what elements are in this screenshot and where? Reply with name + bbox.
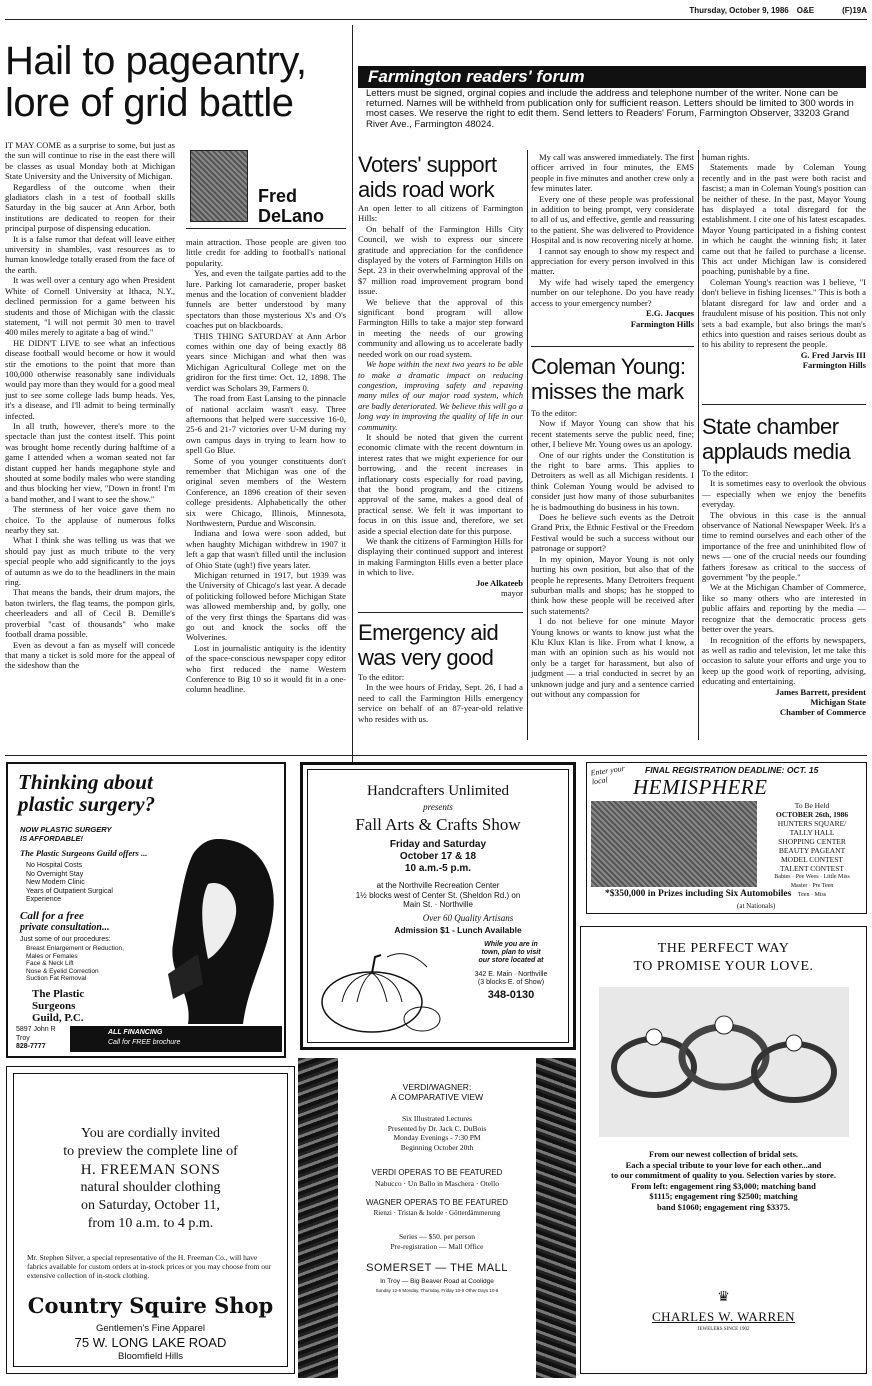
plastic-financing2: Call for FREE brochure — [108, 1039, 181, 1046]
verdi-prereg: Pre-registration — Mall Office — [390, 1242, 484, 1251]
pageant-prizes-note: (at Nationals) — [737, 902, 776, 910]
col1-p: It is a false rumor that defeat will leave either university in shambles, vast resources as to human knowledge totally erased from the face of the earth. — [5, 233, 175, 275]
ad-verdi-wagner — [298, 1058, 576, 1378]
letter3b-sig: G. Fred Jarvis III — [800, 349, 866, 360]
warren-headline2: TO PROMISE YOUR LOVE. — [633, 959, 814, 974]
plastic-sub2: IS AFFORDABLE! — [20, 834, 84, 843]
column-headline: Hail to pageantry, lore of grid battle — [5, 39, 307, 125]
forum-banner — [358, 66, 866, 88]
plastic-financing1: ALL FINANCING — [108, 1029, 163, 1036]
ads-rule — [5, 755, 867, 756]
verdi-loc: In Troy — Big Beaver Road at Coolidge — [380, 1278, 494, 1285]
page-number: (F)19A — [842, 6, 867, 15]
squire-shop: Country Squire Shop — [27, 1293, 274, 1318]
ad-warren — [580, 926, 867, 1374]
col2-p: Yes, and even the tailgate parties add to the lure. Parking lot camaraderie, proper basket menus and the location of convenient bladder funnels are better understood by many spectators than those mysterious X's and O's coaches put on blackboards. — [186, 268, 346, 331]
author-last: DeLano — [258, 206, 325, 226]
page-header — [585, 6, 867, 18]
col1-p: It was well over a century ago when President White of Cornell University at Ithaca, N.Y., declined permission for a game between his students and those of Michigan with the classic statement, "I will not permit 30 men to travel 400 miles merely to agitate a bag of wind." — [5, 275, 175, 338]
col2-p: Some of you younger constituents don't remember that Michigan was one of the original seven members of the Western Conference, an 1896 creation of their seven college presidents. Alphabetically the other six were Chicago, Illinois, Minnesota, Northwestern, Purdue and Wisconsin. — [186, 455, 346, 528]
plastic-procedures: Breast Enlargement or Reduction, Males or Females Face & Neck Lift Nose & Eyelid Correction Suction Fat Removal — [26, 945, 124, 982]
col1-p: Even as devout a fan as myself will concede that many a ticket is sold more for the appeal of the sideshow than the — [5, 639, 175, 671]
col2-p: Indiana and Iowa were soon added, but when haughty Michigan withdrew in 1907 it left a gap that wasn't filled until the inclusion of Ohio State (ugh!) five years later. — [186, 528, 346, 570]
col2-p: Lost in journalistic antiquity is the identity of the space-conscious newspaper copy editor who first reduced the name Western Conference to Big 10 so it would fit in a one-column headline. — [186, 642, 346, 695]
letter4-body: To the editor: It is sometimes easy to overlook the obvious — especially when we enjoy the benefits everyday. The obvious in this case is the annual observance of National Newspaper Week. It's a time to remind ourselves and each other of the importance of the free and uninhibited flow of news — one of the crucial needs our founding fathers foresaw as critical to the success of government "by the people." We at the Michigan Chamber of Commerce, like so many others who are interested in public affairs and reporting by the media — recognize that the democratic process gets better over the years. In recognition of the efforts by newspapers, as well as radio and television, let me take this occasion to salute your efforts and urge you to keep up the good work of reporting, advising, educating and entertaining. James Barrett, president Michigan State Chamber of Commerce — [702, 468, 866, 718]
header-rule — [5, 19, 867, 20]
dateline: Thursday, October 9, 1986 — [689, 6, 789, 15]
letter1-sig: Joe Alkateeb — [475, 577, 523, 588]
letter2b-body: My call was answered immediately. The first officer arrived in four minutes, the EMS people in five minutes and another crew only a few minutes later. Every one of these people was professional in addition to being prompt, very considerate to all of us, and effective, gentle and reassuring to the patient. She was delivered to Providence Hospital and is now recovering nicely at home. I cannot say enough to show my respect and appreciation for every person involved in this matter. My wife had wisely taped the emergency number on our telephone. Do you have ready access to your emergency number? E.G. Jacques Farmington Hills — [531, 152, 694, 329]
ad-pageant — [586, 762, 867, 914]
letter1-body: An open letter to all citizens of Farmington Hills: On behalf of the Farmington Hills City Council, we wish to express our sincere gratitude and appreciation for the confidence displayed by the voters of Farmington Hills on Sept. 23 in their overwhelming approval of the $7 million road improvement program bond issue. We believe that the approval of this significant bond program will allow Farmington Hills to take a major step forward in meeting the needs of our growing community and allowing us to accelerate badly needed work on our road system. We hope within the next two years to be able to make a dramatic impact on reducing congestion, improving safety and repaving many miles of our major road system, which are badly deteriorated. We believe this will go a long way in improving the quality of life in our community. It should be noted that given the current economic climate with the recent downturn in interest rates that we might experience for our borrowing, and the recent increases in inflationary costs especially for road paving, that the bond program, and the citizens approval of the same, makes a good deal of practical sense. We felt it was important to focus in on this issue and, therefore, we set aside a special election date for this purpose. We thank the citizens of Farmington Hills for displaying their continued support and interest in making Farmington Hills even a better place in which to live. Joe Alkateeb mayor — [358, 203, 523, 599]
craft-artisans: Over 60 Quality Artisans — [422, 913, 514, 923]
plastic-address: 5897 John R Troy 828-7777 — [16, 1026, 56, 1050]
rings-photo — [599, 987, 849, 1137]
pageant-prizes: *$350,000 in Prizes including Six Automobiles — [605, 889, 792, 899]
craft-admission: Admission $1 - Lunch Available — [394, 925, 522, 935]
letter3b-sig2: Farmington Hills — [802, 360, 866, 371]
craft-presents: presents — [423, 802, 453, 812]
verdi-hours: Sunday 12-5 Monday, Thursday, Friday 10-9 Other Days 10-6 — [375, 1288, 499, 1293]
col1-p: In all truth, however, there's more to the spectacle than just the contest itself. This point was brought home recently during halftime of a game I attended when a woman seated not far distant cupped her hands megaphone style and shouted at some bodily males who were standing and thus blocking her view, "Down in front! I'm a band mother, and I want to see the show." — [5, 420, 175, 504]
col1-p: That means the bands, their drum majors, the baton twirlers, the flag teams, the pompon girls, cheerleaders and all of Cecil B. Demille's proverbial "cast of thousands" who make football drama possible. — [5, 587, 175, 640]
face-silhouette — [148, 834, 282, 1024]
verdi-series: Series — $50. per person — [398, 1232, 476, 1241]
wagner-list: Rienzi · Tristan & Isolde · Götterdämmerung — [373, 1209, 501, 1217]
opera-art-left — [298, 1058, 338, 1378]
letter4-sig3: Chamber of Commerce — [779, 707, 866, 718]
author-photo — [190, 150, 248, 222]
pumpkin-icon — [317, 937, 447, 1037]
squire-invite: You are cordially invited to preview the complete line of H. FREEMAN SONS natural shoulder clothing on Saturday, October 11, from 10 a.m. to 4 p.m. — [63, 1126, 238, 1231]
opera-art-right — [536, 1058, 576, 1378]
col2-p: The road from East Lansing to the pinnacle of national acclaim wasn't easy. Three afternoons that helped were successive 16-0, 25-6 and 21-7 victories over U-M during my own campus days in trying to learn how to spell Go Blue. — [186, 393, 346, 456]
plastic-guild-offers: The Plastic Surgeons Guild offers ... — [20, 848, 148, 858]
verdi-heading: VERDI OPERAS TO BE FEATURED — [371, 1168, 503, 1177]
col2-p: Michigan returned in 1917, but 1939 was the University of Chicago's last year. A decade of politicking followed before Michigan State was allowed membership and, by golly, one of the very first things the Spartans did was go out and knock the socks off the Wolverines. — [186, 570, 346, 643]
plastic-call1: Call for a free — [20, 910, 84, 922]
col1-p: Regardless of the outcome when their gladiators clash in a test of football skills Saturday in the big saucer at Ann Arbor, both institutions are dedicated to reopen for their principal purpose of dispensing education. — [5, 181, 175, 234]
letter1-headline: Voters' support aids road work — [358, 152, 497, 202]
letter4-sig: James Barrett, president — [775, 686, 866, 697]
verdi-title: VERDI/WAGNER: A COMPARATIVE VIEW — [390, 1082, 484, 1102]
verdi-mall: SOMERSET — THE MALL — [366, 1262, 508, 1274]
letter1-sig2: mayor — [501, 588, 523, 599]
author-box — [186, 150, 346, 230]
author-first: Fred — [258, 186, 298, 206]
col2-p: THIS THING SATURDAY at Ann Arbor comes within one day of being exactly 88 years since Michigan and what then was Michigan Agricultural College met on the gridiron for the first time: Oct. 12, 1898. The verdict was Scholars 39, Farmers 0. — [186, 330, 346, 393]
warren-headline1: THE PERFECT WAY — [657, 941, 790, 956]
warren-brand-sub: JEWELERS SINCE 1902 — [697, 1327, 750, 1332]
plastic-sub1: NOW PLASTIC SURGERY — [20, 825, 112, 834]
pageant-photo — [591, 801, 757, 887]
craft-hours: 10 a.m.-5 p.m. — [404, 863, 472, 874]
letter3b-body: human rights. Statements made by Coleman Young recently and in the past were both racist and fascist; a man in Coleman Young's position can be neither of these. In the past, Mayor Young has displayed a total disregard for the establishment. I cite one of his latest escapades. Mayor Young participated in a fishing contest in which he caught the winning fish; it later came out that he failed to purchase a license. This act under Michigan law is considered poaching, punishable by a fine. Coleman Young's reaction was I believe, "I don't believe in fishing licenses." This is both a blatant disregard for law and order and a fraudulent misuse of his position. This not only sets a bad example, but also brings the man's ethics into question and raises serious doubt as to his ability to represent the people. G. Fred Jarvis III Farmington Hills — [702, 152, 866, 371]
letter2-headline: Emergency aid was very good — [358, 620, 499, 670]
pageant-enter: Enter your local — [589, 763, 626, 787]
pageant-title: HEMISPHERE — [633, 775, 768, 799]
craft-dates: October 17 & 18 — [399, 851, 477, 862]
plastic-headline1: Thinking about — [18, 770, 153, 794]
plastic-name: The Plastic Surgeons Guild, P.C. — [32, 988, 85, 1024]
craft-title: Fall Arts & Crafts Show — [355, 815, 521, 834]
warren-logo-icon: ♛ — [717, 1290, 730, 1305]
letter3-headline: Coleman Young: misses the mark — [531, 354, 686, 404]
col1-p: The sternness of her voice gave them no choice. To the applause of numerous folks nearby they sat. — [5, 504, 175, 536]
craft-org: Handcrafters Unlimited — [366, 783, 510, 799]
wagner-heading: WAGNER OPERAS TO BE FEATURED — [366, 1198, 508, 1207]
craft-store-addr: 342 E. Main · Northville (3 blocks E. of Show) — [474, 971, 548, 986]
col1-p: HE DIDN'T LIVE to see what an infectious disease football would become or how it would stir the emotions to the point that more than 100,000 otherwise reasonably sane individuals would pay more than they would for a good meal just to see some college lads bump heads. Yes, it's a disease, and I'll admit to being terminally infected. — [5, 337, 175, 421]
ad-crafts-show — [300, 762, 576, 1050]
craft-days: Friday and Saturday — [389, 839, 487, 850]
squire-tag: Gentlemen's Fine Apparel — [95, 1323, 205, 1334]
warren-brand: CHARLES W. WARREN — [652, 1309, 795, 1324]
col2-p: main attraction. Those people are given too little credit for adding to football's national popularity. — [186, 237, 346, 268]
verdi-list: Nabucco · Un Ballo in Maschera · Otello — [375, 1179, 499, 1188]
ad-country-squire — [6, 1066, 295, 1374]
letter2-body: To the editor: In the wee hours of Friday, Sept. 26, I had a need to call the Farmington Hills emergency service on behalf of an 87-year-old relative who resides with us. — [358, 672, 523, 724]
plastic-headline2: plastic surgery? — [18, 792, 156, 816]
forum-intro: Letters must be signed, orginal copies and include the address and telephone number of the writer. None can be returned. Names will be withheld from publication only for sufficient reason. Letters should be limited to 300 words in most cases. We reserve the right to edit them. Send letters to Readers' Forum, Farmington Observer, 33203 Grand River Ave., Farmington 48024. — [366, 88, 854, 130]
squire-fine: Mr. Stephen Silver, a special representative of the H. Freeman Co., will have fabrics available for custom orders at in-stock prices or you may choose from our extensive collection of in-stock clothing. — [27, 1253, 272, 1280]
warren-copy: From our newest collection of bridal sets. Each a special tribute to your love for each other...and to our commitment of quality to you. Selection varies by store. From left: engagement ring $3,000; matching band $1115; engagement ring $2500; matching band $1060; engagement ring $3375. — [611, 1149, 836, 1212]
letter4-headline: State chamber applauds media — [702, 414, 851, 464]
ad-plastic-surgery — [6, 762, 286, 1058]
letter2b-sig2: Farmington Hills — [630, 318, 694, 329]
letter4-sig2: Michigan State — [810, 696, 866, 707]
plastic-call2: private consultation... — [20, 922, 110, 933]
letter3-body: To the editor: Now if Mayor Young can show that his recent statements serve the public need, fine; other, I believe Mr. Young owes us an apology. One of our rights under the Constitution is the right to bare arms. This applies to Detroiters as well as all Michigan residents. I think Coleman Young would be advised to consider just how many of those suburbanites he is badmouthing do business in his town. Does he believe such events as the Detroit Grand Prix, the Ethnic Festival or the Freedom Festival would be such a success without our patronage or support? In my opinion, Mayor Young is not only hurting his own position, but also that of the people he represents. Many Detroiters frequent suburban malls and shops; has he stopped to think how these people will be received after such statements? I do not believe for one minute Mayor Young knows or wants to know just what the Klu Klux Klan is like. From what I know, a man with an opinion such as his would not only be a target for harassment, but also of judgment — a trial conducted in secret by an unknown judge and jury and a sentence carried out without any compassion for — [531, 408, 694, 699]
squire-city: Bloomfield Hills — [118, 1351, 183, 1362]
pageant-details: To Be Held OCTOBER 26th, 1986 HUNTERS SQUARE/ TALLY HALL SHOPPING CENTER BEAUTY PAGEANT MODEL CONTEST TALENT CONTEST Babies · Pee Wees · Little Miss Master · Pre Teen Teen · Miss — [774, 801, 850, 898]
craft-venue: at the Northville Recreation Center 1½ blocks west of Center St. (Sheldon Rd.) on Main St. · Northville — [355, 881, 521, 909]
paper-name: O&E — [796, 6, 815, 15]
craft-phone: 348-0130 — [487, 989, 535, 1001]
col1-p: What I think she was telling us was that we should pay just as much tribute to the very special people who add significantly to the joys of autumn as we do to the headliners in the main ring. — [5, 535, 175, 588]
forum-title: Farmington readers' forum — [368, 67, 585, 86]
craft-store: While you are in town, plan to visit our store located at — [478, 941, 544, 964]
verdi-lectures: Six Illustrated Lectures Presented by Dr. Jack C. DuBois Monday Evenings - 7:30 PM Beginning October 20th — [387, 1114, 487, 1152]
pageant-deadline: FINAL REGISTRATION DEADLINE: OCT. 15 — [645, 765, 819, 775]
plastic-bullets: No Hospital Costs No Overnight Stay New Modern Clinic Years of Outpatient Surgical Experience — [26, 862, 113, 903]
letter2b-sig: E.G. Jacques — [646, 308, 694, 319]
plastic-proc-intro: Just some of our procedures: — [20, 936, 111, 943]
col1-p: IT MAY COME as a surprise to some, but just as the sun will continue to rise in the east there will be classes as usual Monday both at Michigan State University and the University of Michigan. — [5, 140, 175, 182]
squire-addr: 75 W. LONG LAKE ROAD — [74, 1335, 227, 1350]
